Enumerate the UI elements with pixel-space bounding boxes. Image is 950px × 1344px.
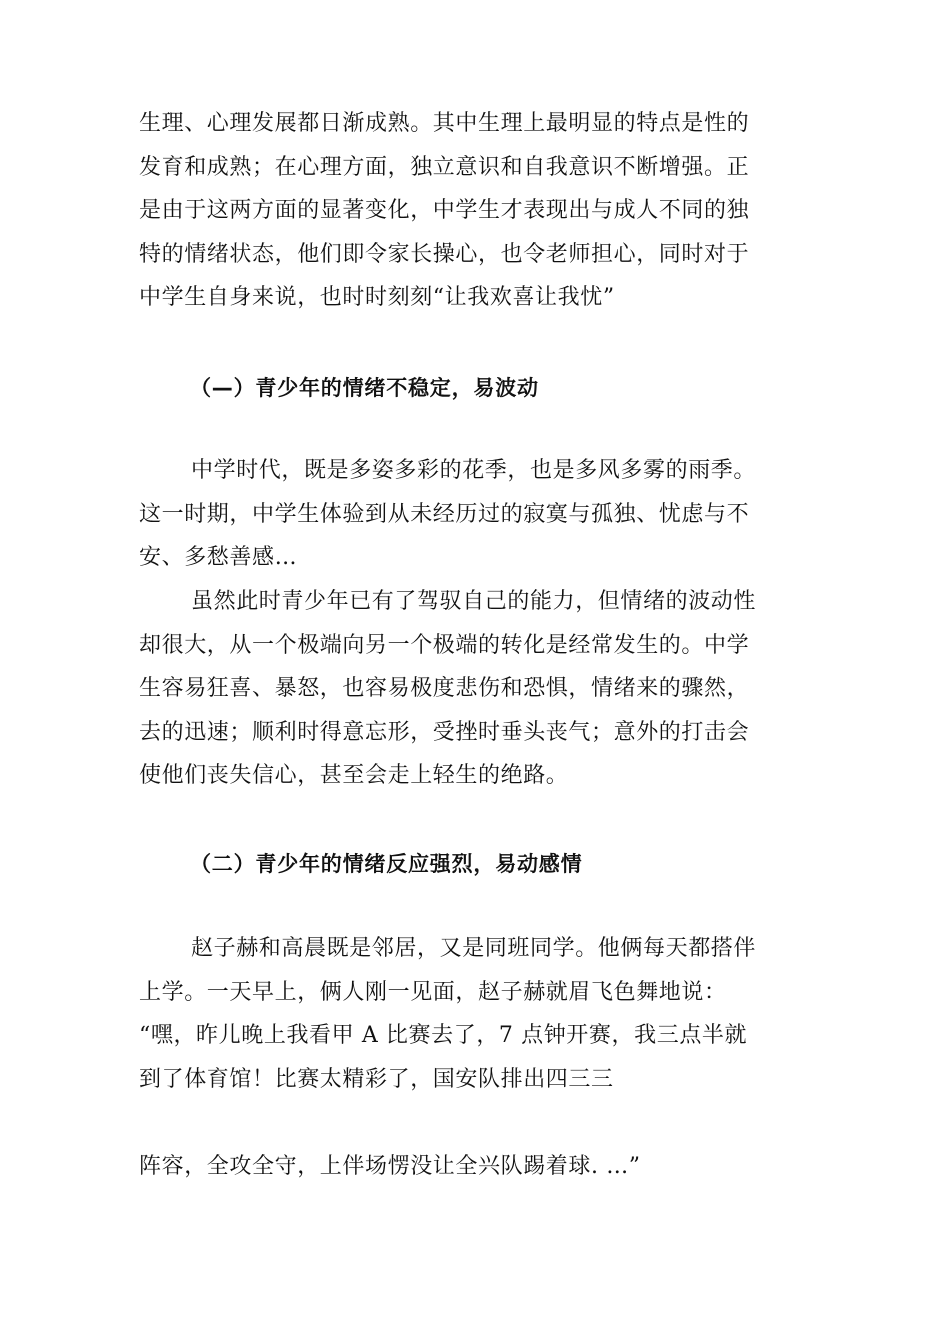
text-line: 上学。一天早上，俩人刚一见面，赵子赫就眉飞色舞地说： [139,979,727,1005]
section2-paragraph-2 [139,1145,819,1189]
text-line: 到了体育馆！比赛太精彩了，国安队排出四三三 [139,1066,614,1092]
text-line: 阵容，全攻全守，上伴场愣没让全兴队踢着球. …” [139,1154,641,1179]
section2-paragraph-1 [139,927,819,1101]
text-line: 是由于这两方面的显著变化，中学生才表现出与成人不同的独 [139,198,750,223]
text-line: 中学时代，既是多姿多彩的花季，也是多风多雾的雨季。 [191,458,757,483]
text-line: “嘿，昨儿晚上我看甲 A 比赛去了，7 点钟开赛，我三点半就 [139,1023,748,1048]
text-line: 虽然此时青少年已有了驾驭自己的能力，但情绪的波动性 [191,589,757,614]
text-line: 却很大，从一个极端向另一个极端的转化是经常发生的。中学 [139,632,750,658]
text-line: 中学生自身来说，也时时刻刻“让我欢喜让我忧” [139,285,615,310]
section-heading-1: （—）青少年的情绪不稳定，易波动 [190,376,539,400]
text-line: 特的情绪状态，他们即令家长操心，也令老师担心，同时对于 [139,241,750,267]
text-line: 发育和成熟；在心理方面，独立意识和自我意识不断增强。正 [139,154,750,180]
text-line: 安、多愁善感… [139,545,298,570]
text-line: 生容易狂喜、暴怒，也容易极度悲伤和恐惧，情绪来的骤然， [139,676,750,701]
section1-paragraph-2 [139,580,819,798]
text-line: 使他们丧失信心，甚至会走上轻生的绝路。 [139,763,569,788]
text-line: 赵子赫和高晨既是邻居，又是同班同学。他俩每天都搭伴 [191,936,757,961]
text-line: 这一时期，中学生体验到从未经历过的寂寞与孤独、忧虑与不 [139,501,750,527]
text-line: 去的迅速；顺利时得意忘形，受挫时垂头丧气；意外的打击会 [139,719,750,745]
text-line: 生理、心理发展都日渐成熟。其中生理上最明显的特点是性的 [139,111,750,136]
section-heading-2: （二）青少年的情绪反应强烈，易动感情 [190,852,583,876]
intro-paragraph [139,102,819,320]
section1-paragraph-1 [139,449,819,580]
